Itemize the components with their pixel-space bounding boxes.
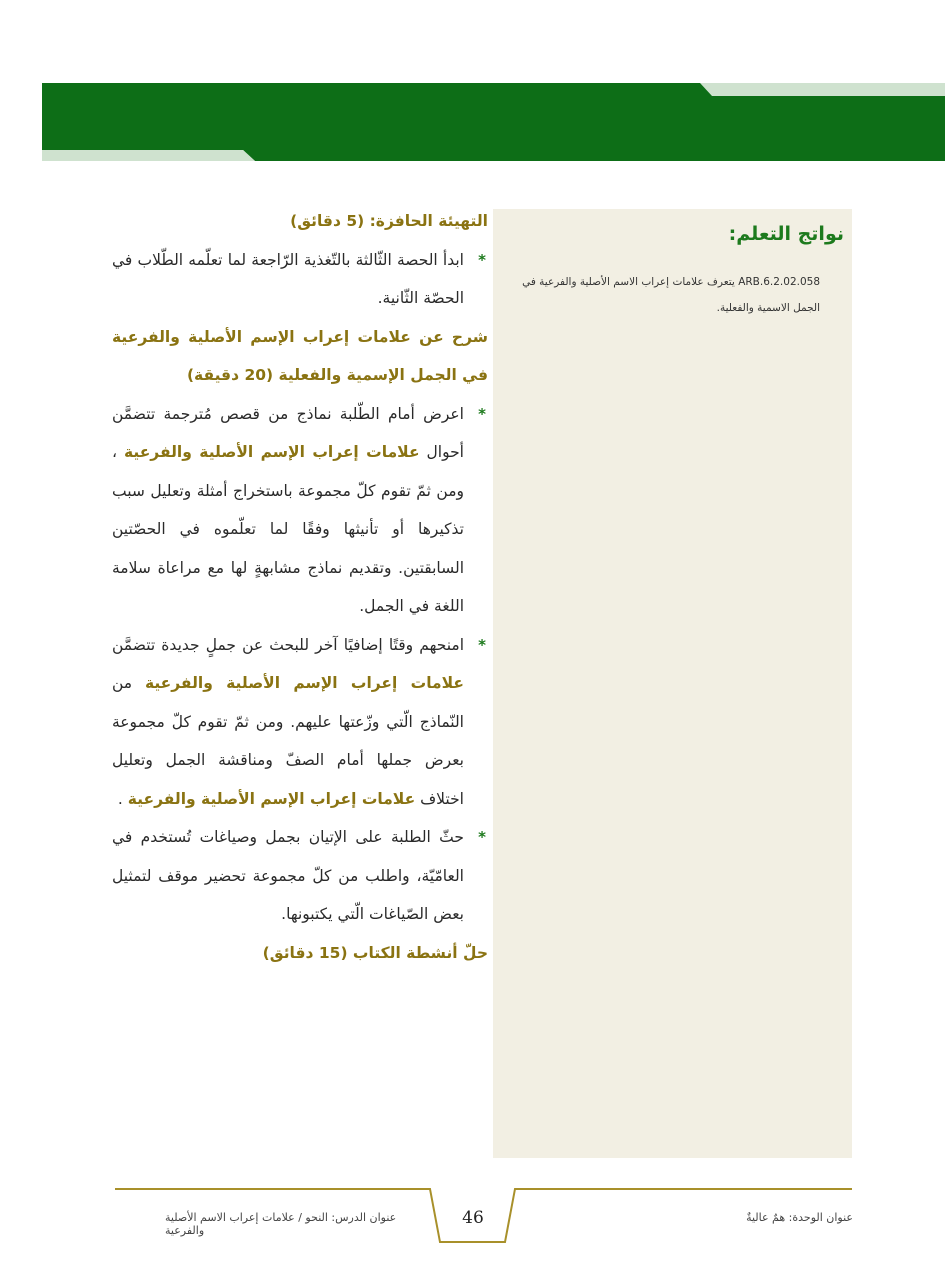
section-heading-explanation: شرح عن علامات إعراب الإسم الأصلية والفرعية في الجمل الإسمية والفعلية (20 دقيقة) xyxy=(112,327,488,384)
outcome-code: ARB.6.2.02.058 xyxy=(738,276,820,288)
section-heading-activities: حلّ أنشطة الكتاب (15 دقائق) xyxy=(262,943,488,962)
asterisk-icon: * xyxy=(478,404,486,423)
asterisk-icon: * xyxy=(478,250,486,269)
list-item xyxy=(112,818,488,934)
learning-outcome xyxy=(520,269,820,321)
list-item xyxy=(112,241,488,318)
page-number: 46 xyxy=(462,1208,484,1228)
section-heading-warmup: التهيئة الحافزة: (5 دقائق) xyxy=(290,212,488,230)
lesson-body xyxy=(112,202,488,972)
list-item xyxy=(112,395,488,626)
bullet-text-part: من النّماذج الّتي وزّعتها عليهم. ومن ثمّ تقوم كلّ مجموعة بعرض جملها أمام الصفّ ومناقشة الجمل وتعليل اختلاف xyxy=(112,674,464,808)
bullet-text-part: اعرض أمام الطّلبة نماذج من قصص مُترجمة تتضمَّن أحوال xyxy=(112,404,464,461)
asterisk-icon: * xyxy=(478,828,486,846)
highlight-term: علامات إعراب الإسم الأصلية والفرعية xyxy=(127,789,416,808)
highlight-term: علامات إعراب الإسم الأصلية والفرعية xyxy=(144,674,464,692)
unit-title: عنوان الوحدة: همٌ عاليةٌ xyxy=(746,1211,853,1224)
outcome-text: يتعرف علامات إعراب الاسم الأصلية والفرعية في الجمل الاسمية والفعلية. xyxy=(522,276,820,314)
bullet-text: ابدأ الحصة الثّالثة بالتّغذية الرّاجعة لما تعلّمه الطّلاب في الحصّة الثّانية. xyxy=(112,250,464,307)
asterisk-icon: * xyxy=(478,635,486,654)
bullet-text-part: امنحهم وقتًا إضافيًا آخر للبحث عن جملٍ جديدة تتضمَّن xyxy=(112,635,464,654)
highlight-term: علامات إعراب الإسم الأصلية والفرعية xyxy=(123,443,420,461)
bullet-text: حثّ الطلبة على الإتيان بجمل وصياغات تُستخدم في العامّيّة، واطلب من كلّ مجموعة تحضير موقف لتمثيل بعض الصّياغات الّتي يكتبونها. xyxy=(112,828,464,923)
bullet-text xyxy=(112,626,464,819)
lesson-title: عنوان الدرس: النحو / علامات إعراب الاسم الأصلية والفرعية xyxy=(165,1211,397,1237)
bullet-text-part: ، ومن ثمّ تقوم كلّ مجموعة باستخراج أمثلة وتعليل سبب تذكيرها أو تأنيثها وفقًا لما تعلّموه في الحصّتين السابقتين. وتقديم نماذج مشابهةٍ لها مع مراعاة سلامة اللغة في الجمل. xyxy=(112,443,464,615)
learning-outcomes-title: نواتج التعلم: xyxy=(728,223,844,245)
bullet-text-part: . xyxy=(117,789,123,808)
header-graphic xyxy=(0,0,945,170)
header-band xyxy=(0,0,945,170)
bullet-text xyxy=(112,395,464,626)
list-item xyxy=(112,626,488,819)
learning-outcomes-panel xyxy=(493,209,852,1158)
